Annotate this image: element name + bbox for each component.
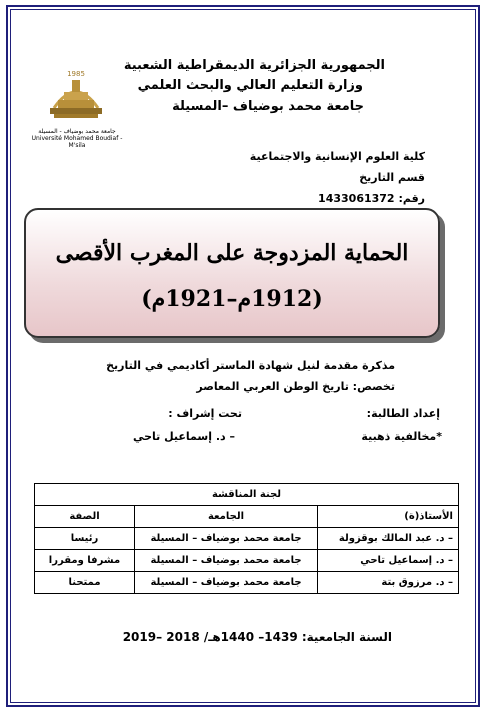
thesis-title-box: [24, 208, 440, 338]
jury-name: – د. إسماعيل تاحي: [318, 550, 459, 572]
jury-role: رئيسا: [35, 528, 135, 550]
year-label: السنة الجامعية:: [301, 630, 392, 644]
faculty-name: كلية العلوم الإنسانية والاجتماعية: [249, 150, 425, 163]
table-row: [35, 550, 459, 572]
jury-name: – د. مرزوق بتة: [318, 572, 459, 594]
jury-role: مشرفا ومقررا: [35, 550, 135, 572]
student-name: *مخالفية ذهبية: [361, 430, 442, 443]
student-label: إعداد الطالبة:: [366, 407, 440, 420]
jury-university: جامعة محمد بوضياف – المسيلة: [135, 550, 318, 572]
supervisor-name: – د. إسماعيل تاحي: [132, 430, 235, 443]
memo-description: مذكرة مقدمة لنيل شهادة الماستر أكاديمي في التاريخ: [106, 359, 395, 372]
col-header-role: الصفة: [35, 506, 135, 528]
number-value: 1433061372: [318, 192, 395, 205]
republic-name: الجمهورية الجزائرية الديمقراطية الشعبية: [123, 58, 385, 73]
jury-name: – د. عبد المالك بوقزولة: [318, 528, 459, 550]
jury-title: لجنة المناقشة: [35, 484, 459, 506]
ministry-name: وزارة التعليم العالي والبحث العلمي: [137, 78, 363, 93]
reference-number: [318, 192, 425, 205]
university-name: جامعة محمد بوضياف –المسيلة: [172, 99, 364, 114]
table-row: [35, 572, 459, 594]
year-value: 1439– 1440هـ/ 2018 –2019: [122, 630, 298, 644]
jury-university: جامعة محمد بوضياف – المسيلة: [135, 528, 318, 550]
col-header-name: الأستاذ(ة): [318, 506, 459, 528]
jury-role: ممتحنا: [35, 572, 135, 594]
jury-table: [34, 483, 459, 594]
thesis-dates: (1912م–1921م): [141, 286, 323, 312]
jury-university: جامعة محمد بوضياف – المسيلة: [135, 572, 318, 594]
col-header-university: الجامعة: [135, 506, 318, 528]
logo-caption-fr: Université Mohamed Boudiaf - M'sila: [31, 135, 123, 149]
supervisor-label: تحت إشراف :: [168, 407, 242, 420]
logo-year: 1985: [67, 70, 85, 78]
number-label: رقم:: [398, 192, 425, 205]
specialty: تخصص: تاريخ الوطن العربي المعاصر: [196, 380, 395, 393]
department-name: قسم التاريخ: [359, 171, 425, 184]
academic-year: [123, 630, 392, 644]
logo-caption: [28, 128, 126, 149]
university-logo: [40, 68, 112, 126]
logo-caption-ar: جامعة محمد بوضياف - المسيلة: [38, 128, 116, 135]
thesis-title: الحماية المزدوجة على المغرب الأقصى: [55, 240, 409, 266]
table-row: [35, 528, 459, 550]
